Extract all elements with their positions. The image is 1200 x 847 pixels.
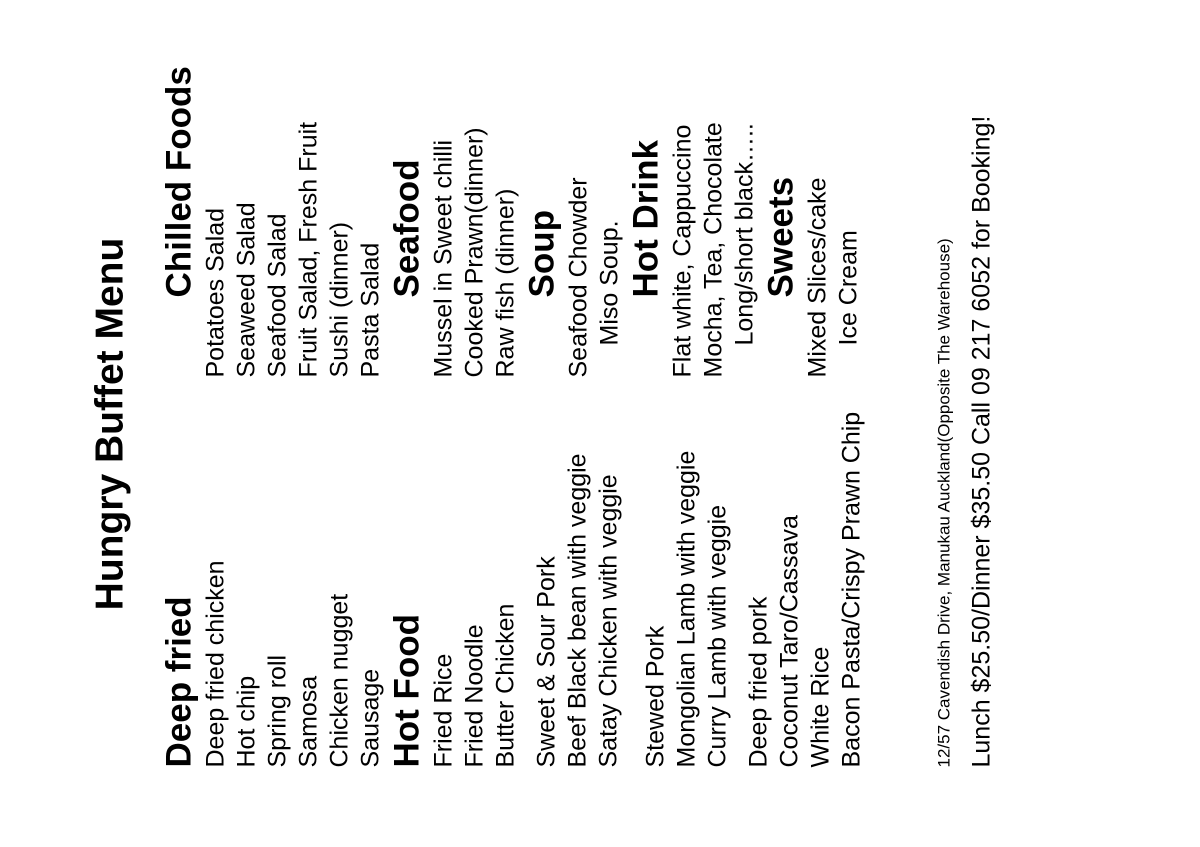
menu-item: Flat white, Cappuccino: [668, 124, 696, 377]
menu-item: Spring roll: [263, 654, 291, 767]
menu-item: Long/short black…..: [730, 122, 758, 345]
address-text: 12/57 Cavendish Drive, Manukau Auckland(Opposite The Warehouse): [934, 237, 953, 767]
menu-item: Mixed Slices/cake: [803, 176, 831, 377]
menu-item: Miso Soup.: [595, 219, 623, 345]
menu-item: Stewed Pork: [641, 625, 669, 767]
menu-item: Beef Black bean with veggie: [563, 452, 591, 767]
menu-item: Sausage: [356, 668, 384, 767]
menu-item: Samosa: [294, 675, 322, 767]
menu-item: Mocha, Tea, Chocolate: [699, 121, 727, 377]
section-heading-hot-drink: Hot Drink: [626, 139, 665, 297]
menu-title: Hungry Buffet Menu: [88, 237, 131, 610]
section-heading-seafood: Seafood: [387, 158, 426, 297]
menu-item: Satay Chicken with veggie: [594, 473, 622, 767]
menu-item: Coconut Taro/Cassava: [775, 514, 803, 767]
left-column: [158, 367, 867, 767]
section-heading-hot-food: Hot Food: [387, 613, 426, 767]
menu-item: Deep fried chicken: [201, 559, 229, 767]
menu-item: Seaweed Salad: [232, 201, 260, 377]
menu-item: Mongolian Lamb with veggie: [672, 450, 700, 767]
menu-item: White Rice: [806, 646, 834, 767]
menu-item: Potatoes Salad: [201, 207, 229, 377]
menu-item: Chicken nugget: [325, 593, 353, 767]
menu-item: Mussel in Sweet chilli: [429, 139, 457, 377]
address-line: [933, 7, 955, 767]
section-heading-soup: Soup: [522, 209, 561, 297]
menu-item: Ice Cream: [834, 229, 862, 345]
menu-item: Deep fried pork: [744, 596, 772, 767]
menu-item: Pasta Salad: [356, 242, 384, 377]
section-heading-chilled-foods: Chilled Foods: [159, 65, 198, 297]
menu-item: Fruit Salad, Fresh Fruit: [294, 121, 322, 377]
right-column: [158, 0, 864, 377]
menu-item: Fried Noodle: [460, 623, 488, 767]
menu-item: Hot chip: [232, 675, 260, 767]
menu-item: Raw fish (dinner): [491, 188, 519, 377]
menu-item: Bacon Pasta/Crispy Prawn Chip: [837, 411, 865, 767]
menu-item: Cooked Prawn(dinner): [460, 126, 488, 377]
menu-item: Curry Lamb with veggie: [703, 504, 731, 767]
menu-item: Seafood Salad: [263, 212, 291, 377]
section-heading-sweets: Sweets: [761, 176, 800, 297]
menu-item: Sushi (dinner): [325, 221, 353, 377]
section-heading-deep-fried: Deep fried: [159, 595, 198, 767]
booking-line: Lunch $25.50/Dinner $35.50 Call 09 217 6052 for Booking!: [967, 115, 995, 767]
menu-item: Fried Rice: [429, 653, 457, 767]
menu-item: Butter Chicken: [491, 603, 519, 767]
menu-item: Sweet & Sour Pork: [532, 555, 560, 767]
menu-item: Seafood Chowder: [564, 176, 592, 377]
